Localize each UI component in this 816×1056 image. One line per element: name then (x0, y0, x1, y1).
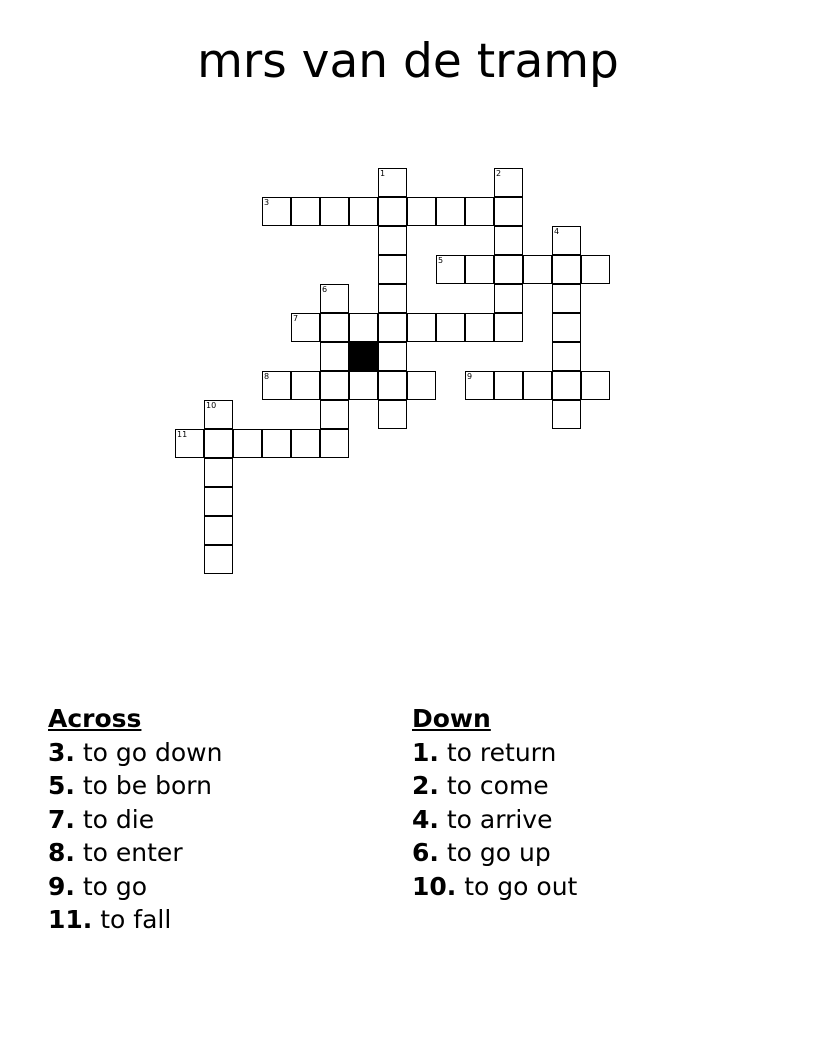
grid-cell[interactable] (204, 400, 233, 429)
grid-cell[interactable] (436, 255, 465, 284)
clue-number: 3 (264, 198, 270, 207)
grid-cell[interactable] (349, 371, 378, 400)
grid-cell[interactable] (436, 313, 465, 342)
grid-cell[interactable] (291, 429, 320, 458)
down-clue: 2. to come (412, 771, 549, 800)
grid-cell[interactable] (320, 371, 349, 400)
grid-cell[interactable] (494, 168, 523, 197)
down-clue: 1. to return (412, 737, 557, 767)
grid-cell[interactable] (320, 429, 349, 458)
across-clue: 11. to fall (48, 905, 172, 934)
grid-cell[interactable] (378, 400, 407, 429)
grid-cell[interactable] (320, 284, 349, 313)
grid-cell[interactable] (291, 371, 320, 400)
clue-number: 8 (264, 372, 270, 381)
grid-cell[interactable] (494, 313, 523, 342)
grid-cell[interactable] (204, 516, 233, 545)
grid-cell[interactable] (407, 371, 436, 400)
grid-cell[interactable] (320, 400, 349, 429)
grid-cell[interactable] (552, 313, 581, 342)
across-clue: 3. to go down (48, 737, 223, 767)
grid-cell[interactable] (349, 197, 378, 226)
down-clue: 6. to go up (412, 838, 551, 867)
clue-number: 9 (467, 372, 473, 381)
grid-cell[interactable] (552, 342, 581, 371)
clue-number: 7 (293, 314, 299, 323)
grid-cell[interactable] (204, 487, 233, 516)
clue-number: 1 (380, 169, 386, 178)
grid-cell[interactable] (523, 255, 552, 284)
grid-cell[interactable] (523, 371, 552, 400)
grid-cell[interactable] (494, 284, 523, 313)
grid-cell[interactable] (262, 371, 291, 400)
down-clue: 4. to arrive (412, 804, 553, 834)
grid-cell[interactable] (175, 429, 204, 458)
grid-cell[interactable] (465, 313, 494, 342)
black-square (349, 342, 378, 371)
grid-cell[interactable] (262, 429, 291, 458)
grid-cell[interactable] (552, 400, 581, 429)
grid-cell[interactable] (407, 197, 436, 226)
clue-number: 2 (496, 169, 502, 178)
across-heading: Across (48, 704, 142, 733)
grid-cell[interactable] (378, 255, 407, 284)
across-clue: 8. to enter (48, 838, 183, 867)
grid-cell[interactable] (291, 197, 320, 226)
grid-cell[interactable] (552, 255, 581, 284)
grid-cell[interactable] (552, 284, 581, 313)
grid-cell[interactable] (378, 342, 407, 371)
grid-cell[interactable] (552, 226, 581, 255)
grid-cell[interactable] (233, 429, 262, 458)
across-clue: 5. to be born (48, 771, 212, 800)
grid-cell[interactable] (204, 429, 233, 458)
grid-cell[interactable] (581, 255, 610, 284)
grid-cell[interactable] (581, 371, 610, 400)
grid-cell[interactable] (465, 197, 494, 226)
grid-cell[interactable] (494, 371, 523, 400)
grid-cell[interactable] (349, 313, 378, 342)
grid-cell[interactable] (378, 371, 407, 400)
grid-cell[interactable] (204, 545, 233, 574)
grid-cell[interactable] (436, 197, 465, 226)
grid-cell[interactable] (378, 284, 407, 313)
grid-cell[interactable] (494, 255, 523, 284)
grid-cell[interactable] (204, 458, 233, 487)
grid-cell[interactable] (320, 313, 349, 342)
clue-number: 10 (206, 401, 217, 410)
across-clues (48, 702, 222, 937)
down-heading: Down (412, 704, 491, 733)
clue-number: 5 (438, 256, 444, 265)
down-clue: 10. to go out (412, 871, 578, 901)
grid-cell[interactable] (552, 371, 581, 400)
clue-number: 11 (177, 430, 188, 439)
clue-number: 6 (322, 285, 328, 294)
grid-cell[interactable] (378, 168, 407, 197)
page-title: mrs van de tramp (197, 34, 619, 89)
grid-cell[interactable] (494, 197, 523, 226)
down-clues (412, 702, 577, 903)
grid-cell[interactable] (291, 313, 320, 342)
clue-number: 4 (554, 227, 560, 236)
grid-cell[interactable] (320, 197, 349, 226)
grid-cell[interactable] (378, 313, 407, 342)
grid-cell[interactable] (407, 313, 436, 342)
grid-cell[interactable] (320, 342, 349, 371)
grid-cell[interactable] (262, 197, 291, 226)
grid-cell[interactable] (378, 226, 407, 255)
across-clue: 9. to go (48, 871, 148, 901)
grid-cell[interactable] (465, 371, 494, 400)
grid-cell[interactable] (378, 197, 407, 226)
grid-cell[interactable] (494, 226, 523, 255)
across-clue: 7. to die (48, 804, 155, 834)
grid-cell[interactable] (465, 255, 494, 284)
